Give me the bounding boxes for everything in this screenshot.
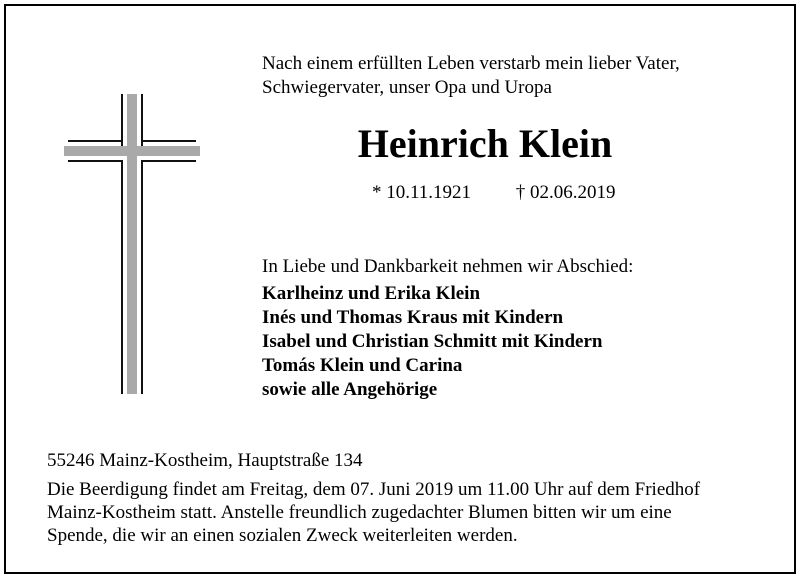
address-line: 55246 Mainz-Kostheim, Hauptstraße 134: [47, 450, 363, 471]
death-date: † 02.06.2019: [515, 182, 616, 203]
birth-date: * 10.11.1921: [372, 182, 472, 203]
intro-line: Schwiegervater, unser Opa und Uropa: [262, 77, 552, 98]
mourner-item: Inés und Thomas Kraus mit Kindern: [262, 307, 564, 328]
mourner-item: Karlheinz und Erika Klein: [262, 283, 481, 304]
funeral-line: Die Beerdigung findet am Freitag, dem 07. Juni 2019 um 11.00 Uhr auf dem Friedhof: [47, 479, 701, 500]
mourners-list: [262, 282, 602, 402]
farewell-line: In Liebe und Dankbarkeit nehmen wir Abschied:: [262, 256, 634, 277]
funeral-info: [47, 478, 767, 547]
intro-line: Nach einem erfüllten Leben verstarb mein lieber Vater,: [262, 53, 680, 74]
intro-text: [262, 52, 680, 100]
mourner-item: Tomás Klein und Carina: [262, 355, 463, 376]
funeral-line: Spende, die wir an einen sozialen Zweck weiterleiten werden.: [47, 525, 518, 546]
funeral-line: Mainz-Kostheim statt. Anstelle freundlich zugedachter Blumen bitten wir um eine: [47, 502, 672, 523]
deceased-name: Heinrich Klein: [357, 121, 613, 166]
life-dates: [372, 182, 616, 204]
mourner-item: sowie alle Angehörige: [262, 379, 438, 400]
mourner-item: Isabel und Christian Schmitt mit Kindern: [262, 331, 603, 352]
